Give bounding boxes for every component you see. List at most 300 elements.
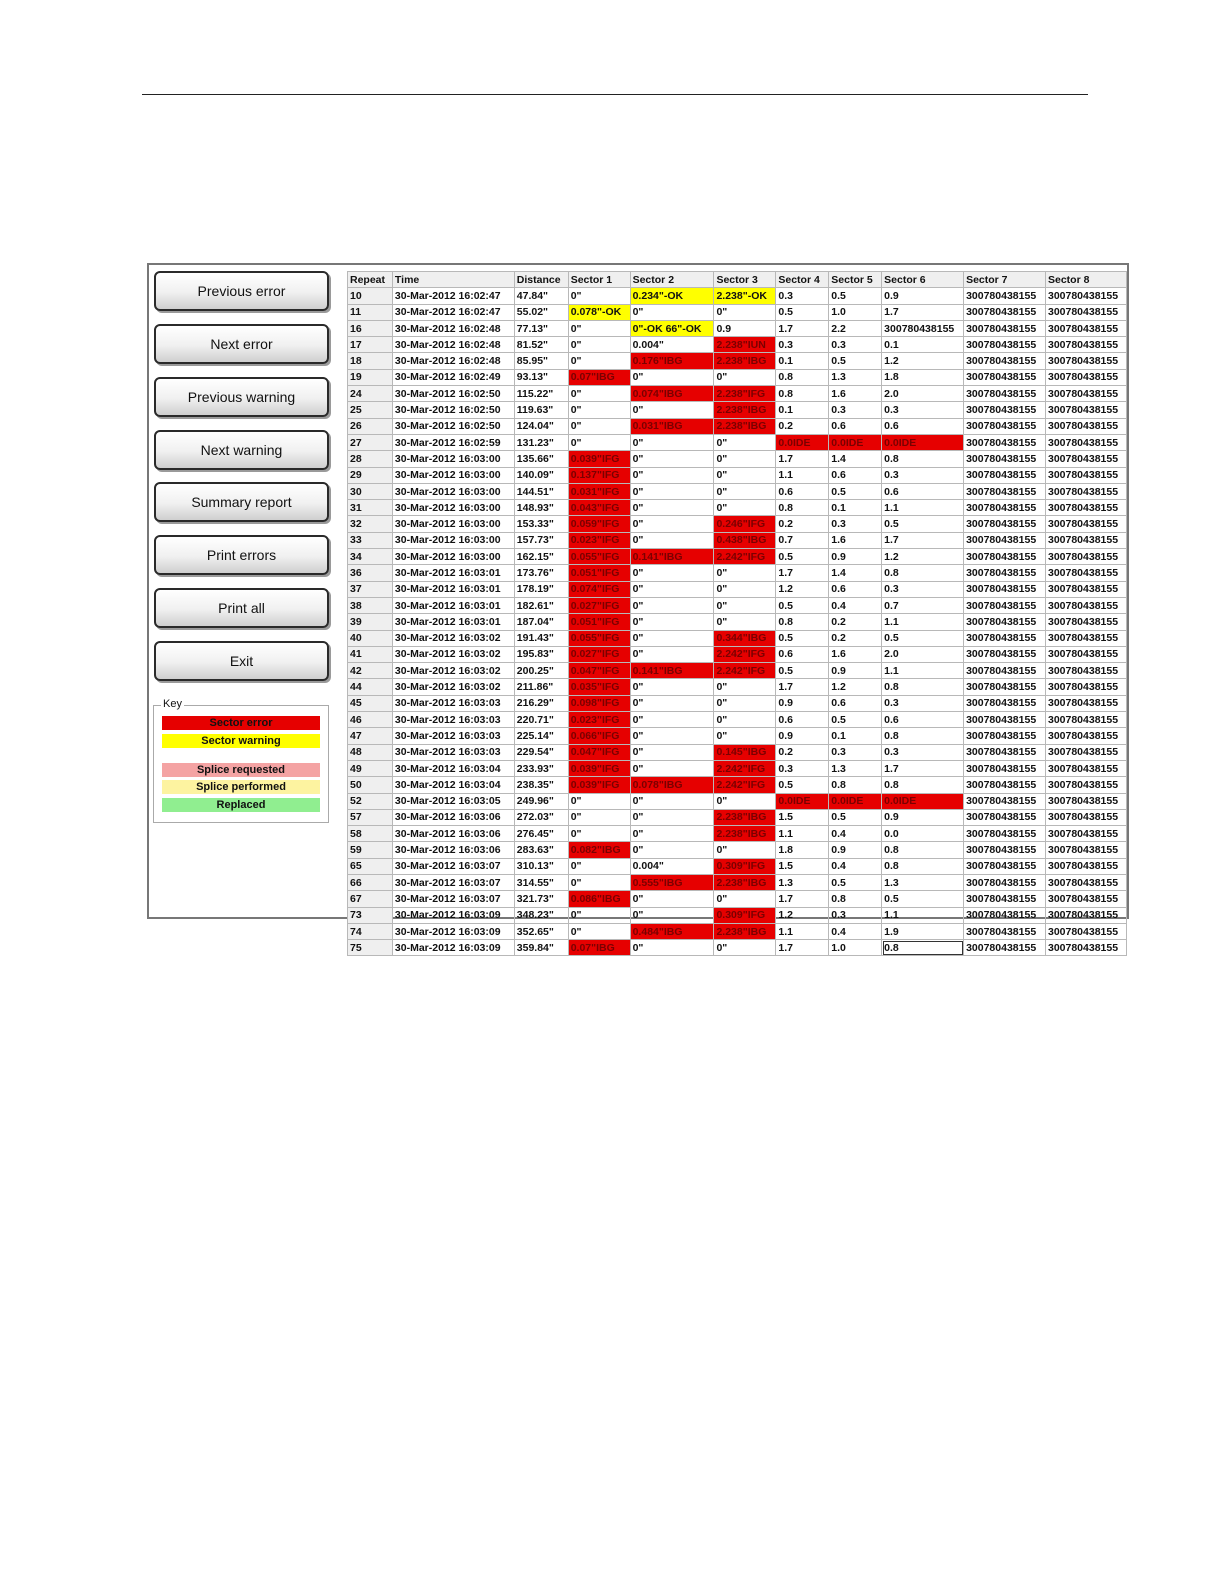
table-cell[interactable]: 30-Mar-2012 16:03:01 xyxy=(392,565,514,581)
table-cell[interactable]: 283.63" xyxy=(514,842,568,858)
table-cell[interactable]: 0.8 xyxy=(882,728,964,744)
table-cell[interactable]: 0" xyxy=(630,434,714,450)
table-cell[interactable]: 30-Mar-2012 16:03:06 xyxy=(392,809,514,825)
table-cell[interactable]: 2.238"-OK xyxy=(714,288,776,304)
table-cell[interactable]: 0.004" xyxy=(630,337,714,353)
table-row[interactable] xyxy=(348,483,1127,499)
table-cell[interactable]: 300780438155 xyxy=(1045,842,1126,858)
table-cell[interactable]: 1.0 xyxy=(829,304,882,320)
table-cell[interactable]: 0" xyxy=(630,842,714,858)
table-cell[interactable]: 0" xyxy=(630,565,714,581)
table-cell[interactable]: 153.33" xyxy=(514,516,568,532)
table-cell[interactable]: 119.63" xyxy=(514,402,568,418)
repeat-cell[interactable]: 46 xyxy=(348,712,393,728)
repeat-cell[interactable]: 27 xyxy=(348,434,393,450)
table-cell[interactable]: 30-Mar-2012 16:03:01 xyxy=(392,597,514,613)
table-cell[interactable]: 0.5 xyxy=(776,597,829,613)
repeat-cell[interactable]: 17 xyxy=(348,337,393,353)
repeat-cell[interactable]: 59 xyxy=(348,842,393,858)
repeat-cell[interactable]: 10 xyxy=(348,288,393,304)
table-cell[interactable]: 30-Mar-2012 16:03:09 xyxy=(392,907,514,923)
table-cell[interactable]: 0.031"IBG xyxy=(630,418,714,434)
table-cell[interactable]: 55.02" xyxy=(514,304,568,320)
table-cell[interactable]: 0" xyxy=(714,793,776,809)
table-cell[interactable]: 0.3 xyxy=(882,581,964,597)
table-cell[interactable]: 0.5 xyxy=(776,304,829,320)
table-row[interactable] xyxy=(348,402,1127,418)
table-cell[interactable]: 131.23" xyxy=(514,434,568,450)
table-cell[interactable]: 0.055"IFG xyxy=(568,630,630,646)
table-cell[interactable]: 0.039"IFG xyxy=(568,451,630,467)
table-cell[interactable]: 0.1 xyxy=(776,353,829,369)
table-cell[interactable]: 0" xyxy=(568,858,630,874)
table-cell[interactable]: 187.04" xyxy=(514,614,568,630)
table-cell[interactable]: 30-Mar-2012 16:03:09 xyxy=(392,923,514,939)
table-cell[interactable]: 300780438155 xyxy=(1045,907,1126,923)
table-cell[interactable]: 0.8 xyxy=(882,451,964,467)
table-cell[interactable]: 1.3 xyxy=(829,369,882,385)
table-cell[interactable]: 0.004" xyxy=(630,858,714,874)
table-cell[interactable]: 30-Mar-2012 16:03:00 xyxy=(392,500,514,516)
table-cell[interactable]: 1.7 xyxy=(776,320,829,336)
repeat-cell[interactable]: 73 xyxy=(348,907,393,923)
table-cell[interactable]: 0.4 xyxy=(829,597,882,613)
repeat-cell[interactable]: 75 xyxy=(348,940,393,956)
table-cell[interactable]: 300780438155 xyxy=(1045,320,1126,336)
table-cell[interactable]: 300780438155 xyxy=(1045,793,1126,809)
table-cell[interactable]: 300780438155 xyxy=(964,353,1046,369)
table-cell[interactable]: 300780438155 xyxy=(1045,565,1126,581)
table-cell[interactable]: 300780438155 xyxy=(1045,923,1126,939)
table-cell[interactable]: 0" xyxy=(568,923,630,939)
table-cell[interactable]: 1.1 xyxy=(776,923,829,939)
table-cell[interactable]: 0.074"IFG xyxy=(568,581,630,597)
table-cell[interactable]: 0" xyxy=(630,891,714,907)
table-cell[interactable]: 30-Mar-2012 16:03:03 xyxy=(392,712,514,728)
table-cell[interactable]: 300780438155 xyxy=(964,826,1046,842)
table-cell[interactable]: 300780438155 xyxy=(1045,581,1126,597)
table-cell[interactable]: 1.6 xyxy=(829,646,882,662)
table-cell[interactable]: 1.7 xyxy=(776,679,829,695)
table-row[interactable] xyxy=(348,451,1127,467)
table-cell[interactable]: 300780438155 xyxy=(964,369,1046,385)
table-cell[interactable]: 0" xyxy=(568,434,630,450)
table-cell[interactable]: 0" xyxy=(630,695,714,711)
table-cell[interactable]: 178.19" xyxy=(514,581,568,597)
table-row[interactable] xyxy=(348,923,1127,939)
table-cell[interactable]: 0" xyxy=(714,467,776,483)
table-cell[interactable]: 0.5 xyxy=(829,483,882,499)
table-cell[interactable]: 0.8 xyxy=(882,842,964,858)
table-cell[interactable]: 0.141"IBG xyxy=(630,549,714,565)
table-cell[interactable]: 300780438155 xyxy=(1045,451,1126,467)
table-cell[interactable]: 0.1 xyxy=(776,402,829,418)
table-cell[interactable]: 0.051"IFG xyxy=(568,614,630,630)
column-header[interactable]: Sector 3 xyxy=(714,272,776,288)
repeat-cell[interactable]: 25 xyxy=(348,402,393,418)
table-cell[interactable]: 0" xyxy=(630,597,714,613)
table-cell[interactable]: 0" xyxy=(630,760,714,776)
column-header[interactable]: Sector 4 xyxy=(776,272,829,288)
table-cell[interactable]: 0" xyxy=(568,337,630,353)
table-cell[interactable]: 30-Mar-2012 16:03:02 xyxy=(392,663,514,679)
table-cell[interactable]: 300780438155 xyxy=(964,630,1046,646)
table-cell[interactable]: 0.9 xyxy=(714,320,776,336)
repeat-cell[interactable]: 74 xyxy=(348,923,393,939)
table-cell[interactable]: 140.09" xyxy=(514,467,568,483)
table-cell[interactable]: 0.1 xyxy=(829,500,882,516)
table-cell[interactable]: 0.438"IBG xyxy=(714,532,776,548)
table-cell[interactable]: 310.13" xyxy=(514,858,568,874)
table-cell[interactable]: 0" xyxy=(714,940,776,956)
table-cell[interactable]: 300780438155 xyxy=(1045,728,1126,744)
table-cell[interactable]: 0.7 xyxy=(776,532,829,548)
table-cell[interactable]: 30-Mar-2012 16:02:49 xyxy=(392,369,514,385)
repeat-cell[interactable]: 50 xyxy=(348,777,393,793)
table-cell[interactable]: 300780438155 xyxy=(1045,858,1126,874)
repeat-cell[interactable]: 11 xyxy=(348,304,393,320)
table-cell[interactable]: 200.25" xyxy=(514,663,568,679)
table-cell[interactable]: 30-Mar-2012 16:02:48 xyxy=(392,337,514,353)
table-cell[interactable]: 0.8 xyxy=(882,777,964,793)
table-cell[interactable]: 0.6 xyxy=(829,581,882,597)
table-cell[interactable]: 2.242"IFG xyxy=(714,663,776,679)
table-cell[interactable]: 2.238"IBG xyxy=(714,809,776,825)
table-cell[interactable]: 2.238"IBG xyxy=(714,418,776,434)
table-cell[interactable]: 0.039"IFG xyxy=(568,777,630,793)
table-cell[interactable]: 0.0 xyxy=(882,826,964,842)
table-cell[interactable]: 0" xyxy=(714,842,776,858)
table-cell[interactable]: 30-Mar-2012 16:03:00 xyxy=(392,451,514,467)
table-cell[interactable]: 1.7 xyxy=(882,760,964,776)
table-cell[interactable]: 0.8 xyxy=(882,940,964,956)
table-cell[interactable]: 2.238"IBG xyxy=(714,874,776,890)
table-cell[interactable]: 0.5 xyxy=(776,663,829,679)
repeat-cell[interactable]: 52 xyxy=(348,793,393,809)
table-cell[interactable]: 1.2 xyxy=(882,353,964,369)
table-cell[interactable]: 0.2 xyxy=(776,744,829,760)
repeat-cell[interactable]: 38 xyxy=(348,597,393,613)
table-cell[interactable]: 0.098"IFG xyxy=(568,695,630,711)
table-cell[interactable]: 0" xyxy=(630,907,714,923)
table-cell[interactable]: 93.13" xyxy=(514,369,568,385)
column-header[interactable]: Sector 6 xyxy=(882,272,964,288)
table-cell[interactable]: 300780438155 xyxy=(964,320,1046,336)
table-cell[interactable]: 30-Mar-2012 16:03:00 xyxy=(392,516,514,532)
table-cell[interactable]: 0" xyxy=(714,728,776,744)
previous-error-button[interactable]: Previous error xyxy=(154,271,329,311)
table-cell[interactable]: 1.5 xyxy=(776,809,829,825)
table-cell[interactable]: 0" xyxy=(714,712,776,728)
table-cell[interactable]: 216.29" xyxy=(514,695,568,711)
table-cell[interactable]: 0.5 xyxy=(882,516,964,532)
table-cell[interactable]: 0.234"-OK xyxy=(630,288,714,304)
table-cell[interactable]: 0" xyxy=(714,695,776,711)
table-cell[interactable]: 30-Mar-2012 16:03:09 xyxy=(392,940,514,956)
table-cell[interactable]: 0" xyxy=(714,581,776,597)
table-row[interactable] xyxy=(348,516,1127,532)
table-cell[interactable]: 0" xyxy=(568,402,630,418)
table-cell[interactable]: 0" xyxy=(630,614,714,630)
table-cell[interactable]: 135.66" xyxy=(514,451,568,467)
table-row[interactable] xyxy=(348,434,1127,450)
table-row[interactable] xyxy=(348,304,1127,320)
table-cell[interactable]: 0.5 xyxy=(776,549,829,565)
table-cell[interactable]: 30-Mar-2012 16:03:00 xyxy=(392,483,514,499)
table-cell[interactable]: 0" xyxy=(630,646,714,662)
table-cell[interactable]: 0.6 xyxy=(882,483,964,499)
table-cell[interactable]: 0.5 xyxy=(829,288,882,304)
table-cell[interactable]: 0.5 xyxy=(829,712,882,728)
table-cell[interactable]: 0" xyxy=(568,320,630,336)
previous-warning-button[interactable]: Previous warning xyxy=(154,377,329,417)
table-cell[interactable]: 30-Mar-2012 16:02:50 xyxy=(392,402,514,418)
column-header[interactable]: Sector 1 xyxy=(568,272,630,288)
print-all-button[interactable]: Print all xyxy=(154,588,329,628)
table-cell[interactable]: 30-Mar-2012 16:03:07 xyxy=(392,858,514,874)
table-cell[interactable]: 233.93" xyxy=(514,760,568,776)
table-cell[interactable]: 300780438155 xyxy=(964,500,1046,516)
table-cell[interactable]: 300780438155 xyxy=(1045,744,1126,760)
table-cell[interactable]: 300780438155 xyxy=(1045,532,1126,548)
table-cell[interactable]: 300780438155 xyxy=(964,646,1046,662)
table-cell[interactable]: 352.65" xyxy=(514,923,568,939)
table-cell[interactable]: 0.0IDE xyxy=(776,434,829,450)
table-cell[interactable]: 300780438155 xyxy=(964,386,1046,402)
table-cell[interactable]: 300780438155 xyxy=(1045,614,1126,630)
table-cell[interactable]: 0" xyxy=(630,679,714,695)
table-cell[interactable]: 300780438155 xyxy=(964,402,1046,418)
column-header[interactable]: Repeat xyxy=(348,272,393,288)
table-cell[interactable]: 0" xyxy=(630,369,714,385)
next-error-button[interactable]: Next error xyxy=(154,324,329,364)
table-cell[interactable]: 0" xyxy=(630,793,714,809)
table-cell[interactable]: 0.9 xyxy=(882,809,964,825)
table-cell[interactable]: 300780438155 xyxy=(1045,695,1126,711)
table-cell[interactable]: 30-Mar-2012 16:03:04 xyxy=(392,777,514,793)
table-row[interactable] xyxy=(348,874,1127,890)
table-cell[interactable]: 0.4 xyxy=(829,858,882,874)
table-cell[interactable]: 1.6 xyxy=(829,386,882,402)
table-cell[interactable]: 300780438155 xyxy=(1045,337,1126,353)
table-cell[interactable]: 0" xyxy=(568,826,630,842)
table-cell[interactable]: 0.2 xyxy=(829,614,882,630)
table-cell[interactable]: 2.0 xyxy=(882,386,964,402)
table-cell[interactable]: 1.3 xyxy=(882,874,964,890)
table-cell[interactable]: 0.3 xyxy=(882,467,964,483)
table-cell[interactable]: 30-Mar-2012 16:03:06 xyxy=(392,826,514,842)
table-row[interactable] xyxy=(348,500,1127,516)
table-cell[interactable]: 0" xyxy=(714,614,776,630)
table-cell[interactable]: 0.9 xyxy=(776,695,829,711)
table-cell[interactable]: 0.6 xyxy=(882,418,964,434)
table-cell[interactable]: 30-Mar-2012 16:03:00 xyxy=(392,467,514,483)
table-cell[interactable]: 2.238"IBG xyxy=(714,826,776,842)
table-row[interactable] xyxy=(348,614,1127,630)
table-row[interactable] xyxy=(348,549,1127,565)
table-cell[interactable]: 0.176"IBG xyxy=(630,353,714,369)
table-cell[interactable]: 0.3 xyxy=(776,760,829,776)
table-cell[interactable]: 0.137"IFG xyxy=(568,467,630,483)
table-cell[interactable]: 300780438155 xyxy=(1045,516,1126,532)
repeat-cell[interactable]: 39 xyxy=(348,614,393,630)
table-cell[interactable]: 0" xyxy=(714,434,776,450)
table-cell[interactable]: 0.027"IFG xyxy=(568,597,630,613)
table-cell[interactable]: 0.078"-OK xyxy=(568,304,630,320)
table-cell[interactable]: 1.2 xyxy=(776,907,829,923)
table-cell[interactable]: 0" xyxy=(568,353,630,369)
table-cell[interactable]: 0.0IDE xyxy=(882,434,964,450)
table-cell[interactable]: 1.7 xyxy=(776,940,829,956)
table-cell[interactable]: 0.2 xyxy=(776,418,829,434)
table-cell[interactable]: 0.082"IBG xyxy=(568,842,630,858)
table-cell[interactable]: 300780438155 xyxy=(964,695,1046,711)
table-cell[interactable]: 300780438155 xyxy=(1045,760,1126,776)
table-row[interactable] xyxy=(348,712,1127,728)
table-cell[interactable]: 1.7 xyxy=(776,451,829,467)
table-cell[interactable]: 300780438155 xyxy=(964,744,1046,760)
repeat-cell[interactable]: 28 xyxy=(348,451,393,467)
table-cell[interactable]: 30-Mar-2012 16:03:01 xyxy=(392,581,514,597)
table-cell[interactable]: 0.8 xyxy=(882,679,964,695)
table-cell[interactable]: 30-Mar-2012 16:03:02 xyxy=(392,679,514,695)
table-cell[interactable]: 300780438155 xyxy=(964,940,1046,956)
table-cell[interactable]: 0.3 xyxy=(882,402,964,418)
table-cell[interactable]: 229.54" xyxy=(514,744,568,760)
table-cell[interactable]: 0.027"IFG xyxy=(568,646,630,662)
repeat-cell[interactable]: 65 xyxy=(348,858,393,874)
table-cell[interactable]: 30-Mar-2012 16:03:00 xyxy=(392,549,514,565)
table-cell[interactable]: 0.043"IFG xyxy=(568,500,630,516)
table-row[interactable] xyxy=(348,386,1127,402)
table-cell[interactable]: 0.309"IFG xyxy=(714,858,776,874)
table-cell[interactable]: 0.055"IFG xyxy=(568,549,630,565)
table-cell[interactable]: 1.2 xyxy=(776,581,829,597)
table-cell[interactable]: 0.141"IBG xyxy=(630,663,714,679)
table-cell[interactable]: 1.2 xyxy=(829,679,882,695)
table-cell[interactable]: 0.074"IBG xyxy=(630,386,714,402)
table-row[interactable] xyxy=(348,288,1127,304)
table-cell[interactable]: 0.9 xyxy=(776,728,829,744)
repeat-cell[interactable]: 67 xyxy=(348,891,393,907)
table-cell[interactable]: 0.6 xyxy=(829,418,882,434)
table-row[interactable] xyxy=(348,337,1127,353)
print-errors-button[interactable]: Print errors xyxy=(154,535,329,575)
table-row[interactable] xyxy=(348,793,1127,809)
table-row[interactable] xyxy=(348,777,1127,793)
table-cell[interactable]: 0.1 xyxy=(882,337,964,353)
table-cell[interactable]: 0.039"IFG xyxy=(568,760,630,776)
table-cell[interactable]: 300780438155 xyxy=(882,320,964,336)
repeat-cell[interactable]: 36 xyxy=(348,565,393,581)
table-row[interactable] xyxy=(348,353,1127,369)
table-cell[interactable]: 300780438155 xyxy=(964,809,1046,825)
table-cell[interactable]: 30-Mar-2012 16:02:47 xyxy=(392,304,514,320)
column-header[interactable]: Sector 8 xyxy=(1045,272,1126,288)
table-cell[interactable]: 300780438155 xyxy=(1045,353,1126,369)
table-cell[interactable]: 300780438155 xyxy=(1045,434,1126,450)
table-cell[interactable]: 0.6 xyxy=(882,712,964,728)
table-cell[interactable]: 2.238"IUN xyxy=(714,337,776,353)
summary-report-button[interactable]: Summary report xyxy=(154,482,329,522)
table-cell[interactable]: 0" xyxy=(630,940,714,956)
table-row[interactable] xyxy=(348,418,1127,434)
table-cell[interactable]: 0.3 xyxy=(882,695,964,711)
table-cell[interactable]: 0" xyxy=(714,597,776,613)
table-cell[interactable]: 1.7 xyxy=(776,565,829,581)
table-cell[interactable]: 348.23" xyxy=(514,907,568,923)
table-cell[interactable]: 157.73" xyxy=(514,532,568,548)
repeat-cell[interactable]: 42 xyxy=(348,663,393,679)
table-row[interactable] xyxy=(348,532,1127,548)
table-cell[interactable]: 300780438155 xyxy=(964,679,1046,695)
table-cell[interactable]: 0.6 xyxy=(776,646,829,662)
table-cell[interactable]: 0.07"IBG xyxy=(568,940,630,956)
table-cell[interactable]: 300780438155 xyxy=(964,793,1046,809)
table-cell[interactable]: 0" xyxy=(630,451,714,467)
table-cell[interactable]: 30-Mar-2012 16:02:47 xyxy=(392,288,514,304)
repeat-cell[interactable]: 29 xyxy=(348,467,393,483)
table-row[interactable] xyxy=(348,320,1127,336)
table-row[interactable] xyxy=(348,842,1127,858)
table-cell[interactable]: 0" xyxy=(714,483,776,499)
table-cell[interactable]: 300780438155 xyxy=(964,304,1046,320)
repeat-cell[interactable]: 47 xyxy=(348,728,393,744)
table-cell[interactable]: 225.14" xyxy=(514,728,568,744)
table-cell[interactable]: 85.95" xyxy=(514,353,568,369)
table-cell[interactable]: 0.066"IFG xyxy=(568,728,630,744)
table-cell[interactable]: 300780438155 xyxy=(1045,288,1126,304)
table-row[interactable] xyxy=(348,744,1127,760)
table-cell[interactable]: 0.8 xyxy=(776,500,829,516)
table-cell[interactable]: 0.2 xyxy=(776,516,829,532)
table-cell[interactable]: 1.1 xyxy=(882,907,964,923)
table-cell[interactable]: 0.3 xyxy=(829,402,882,418)
table-cell[interactable]: 0.6 xyxy=(776,483,829,499)
table-cell[interactable]: 0.6 xyxy=(776,712,829,728)
table-cell[interactable]: 0.9 xyxy=(882,288,964,304)
table-cell[interactable]: 30-Mar-2012 16:03:07 xyxy=(392,891,514,907)
table-cell[interactable]: 300780438155 xyxy=(1045,418,1126,434)
table-row[interactable] xyxy=(348,826,1127,842)
table-cell[interactable]: 1.4 xyxy=(829,451,882,467)
table-cell[interactable]: 0.5 xyxy=(882,630,964,646)
repeat-cell[interactable]: 24 xyxy=(348,386,393,402)
table-cell[interactable]: 0" xyxy=(630,402,714,418)
table-cell[interactable]: 30-Mar-2012 16:03:03 xyxy=(392,695,514,711)
table-cell[interactable]: 0.047"IFG xyxy=(568,663,630,679)
table-cell[interactable]: 0" xyxy=(630,630,714,646)
table-cell[interactable]: 0.5 xyxy=(776,777,829,793)
column-header[interactable]: Distance xyxy=(514,272,568,288)
table-cell[interactable]: 0" xyxy=(630,467,714,483)
table-cell[interactable]: 359.84" xyxy=(514,940,568,956)
table-row[interactable] xyxy=(348,630,1127,646)
table-row[interactable] xyxy=(348,369,1127,385)
table-cell[interactable]: 0.9 xyxy=(829,549,882,565)
table-cell[interactable]: 0" xyxy=(630,483,714,499)
table-cell[interactable]: 300780438155 xyxy=(1045,402,1126,418)
table-cell[interactable]: 0.5 xyxy=(829,809,882,825)
table-cell[interactable]: 0.086"IBG xyxy=(568,891,630,907)
table-cell[interactable]: 0.047"IFG xyxy=(568,744,630,760)
table-row[interactable] xyxy=(348,646,1127,662)
repeat-cell[interactable]: 19 xyxy=(348,369,393,385)
table-cell[interactable]: 0" xyxy=(714,451,776,467)
table-cell[interactable]: 0" xyxy=(630,304,714,320)
table-cell[interactable]: 30-Mar-2012 16:03:03 xyxy=(392,744,514,760)
table-cell[interactable]: 0.8 xyxy=(776,386,829,402)
